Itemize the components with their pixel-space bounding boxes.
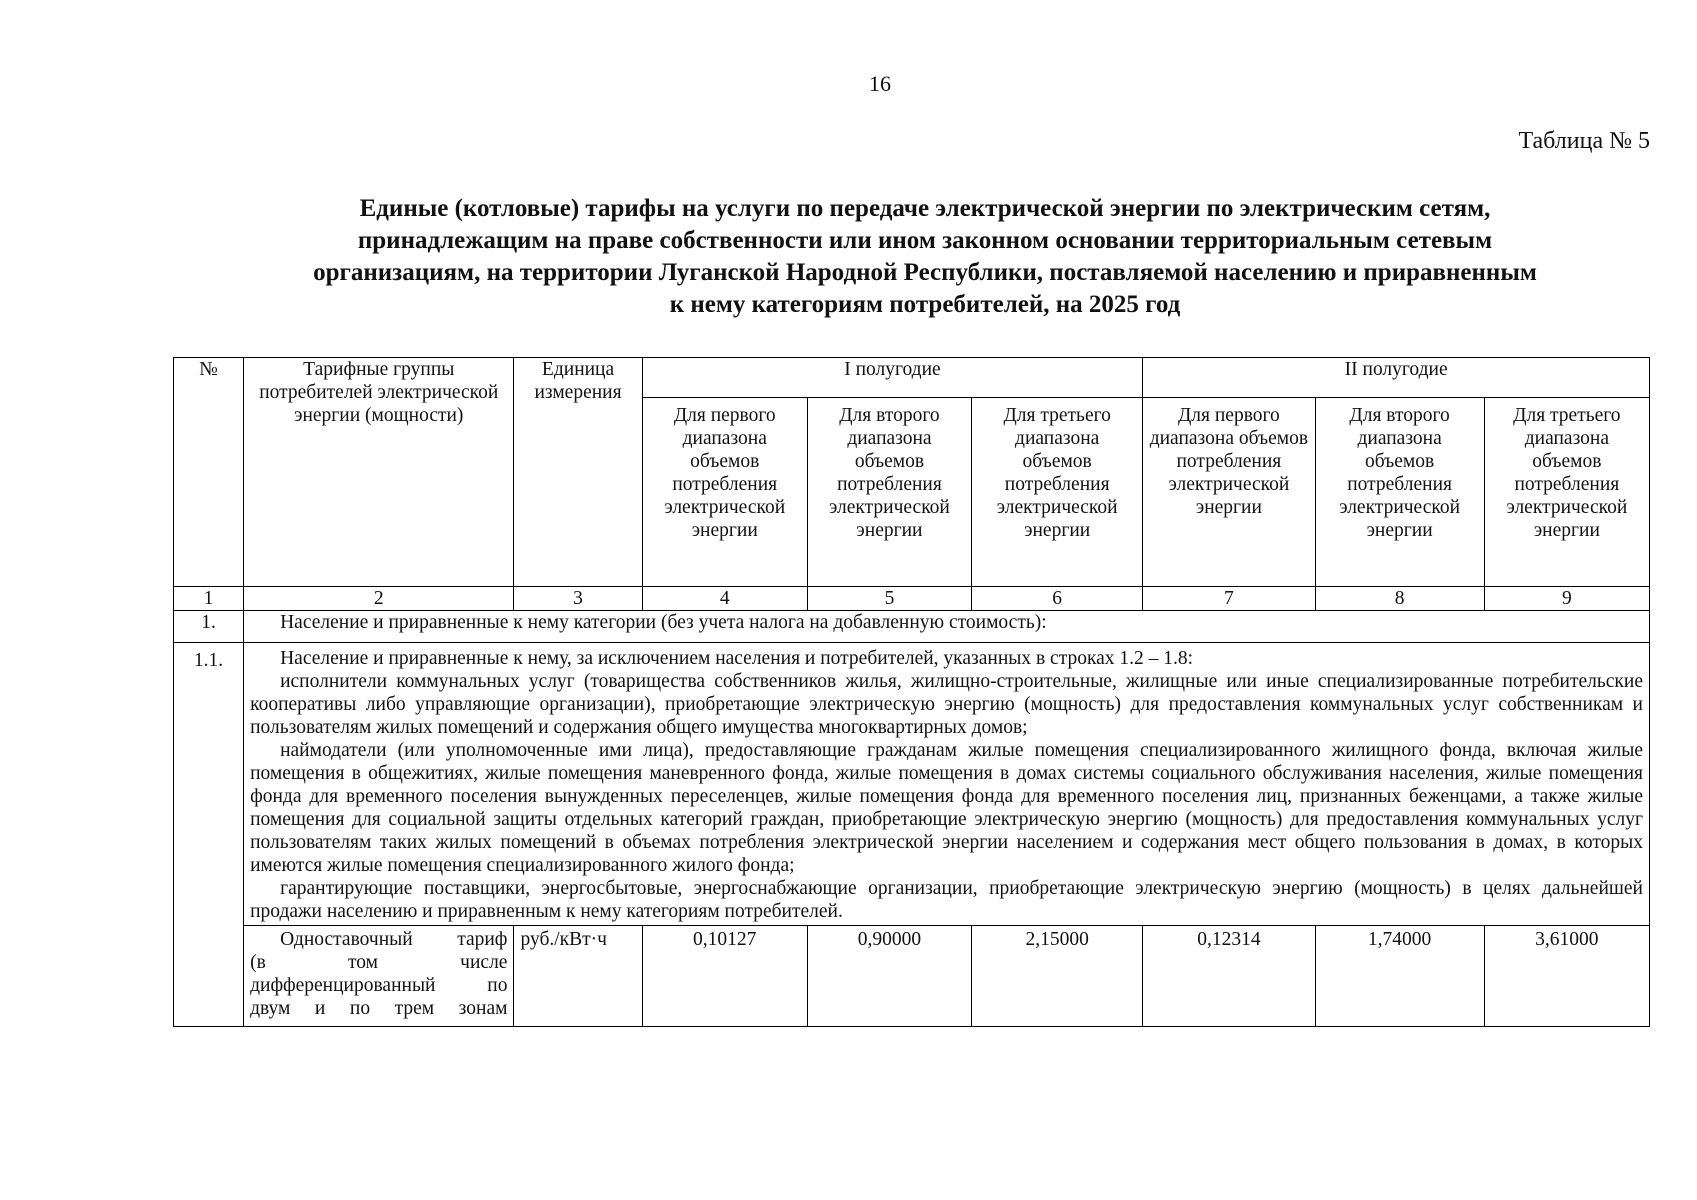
title-line: к нему категориям потребителей, на 2025 год: [669, 291, 1181, 318]
header-range-3: Для третьего диапазона объемов потребления электрической энергии: [1484, 398, 1649, 587]
section-paragraph: Население и приравненные к нему категории (без учета налога на добавленную стоимость):: [280, 612, 1047, 633]
header-num: №: [174, 358, 244, 587]
header-range-1: Для первого диапазона объемов потребления электрической энергии: [1143, 398, 1315, 587]
title-line: принадлежащим на праве собственности или ином законном основании территориальным сетевым: [357, 227, 1493, 254]
section-paragraph: гарантирующие поставщики, энергосбытовые, энергоснабжающие организации, приобретающие электрическую энергию (мощность) в целях дальнейшей продажи населению и приравненным к нему категориям потребителей.: [250, 878, 1643, 922]
header-range-3: Для третьего диапазона объемов потребления электрической энергии: [972, 398, 1143, 587]
header-range-2: Для второго диапазона объемов потребления электрической энергии: [1315, 398, 1484, 587]
section-text: [244, 611, 1650, 643]
table-label: Таблица № 5: [1518, 128, 1650, 154]
section-number: 1.: [174, 611, 244, 643]
tariff-value: 2,15000: [972, 926, 1143, 1027]
section-paragraph: наймодатели (или уполномоченные ими лица), предоставляющие гражданам жилые помещения специализированного жилищного фонда, включая жилые помещения в общежитиях, жилые помещения маневренного фонда, жилые помещения в домах системы социального обслуживания населения, жилые помещения фонда для временного поселения вынужденных переселенцев, жилые помещения фонда для временного поселения лиц, признанных беженцами, а также жилые помещения для социальной защиты отдельных категорий граждан, приобретающие электрическую энергию (мощность) для предоставления коммунальных услуг пользователям таких жилых помещений в объемах потребления электрической энергии населением и содержания мест общего пользования в домах, в которых имеются жилые помещения специализированного жилого фонда;: [250, 740, 1643, 876]
tariff-name: [244, 926, 514, 1027]
section-row-1-1: [174, 643, 1650, 926]
tariff-table: [173, 357, 1650, 1027]
header-range-2: Для второго диапазона объемов потребления электрической энергии: [807, 398, 971, 587]
header-groups: Тарифные группы потребителей электрической энергии (мощности): [244, 358, 514, 587]
header-half-1: I полугодие: [642, 358, 1143, 398]
header-row-1: [174, 358, 1650, 398]
tariff-value: 3,61000: [1484, 926, 1649, 1027]
tariff-value: 0,10127: [642, 926, 807, 1027]
column-number: 5: [807, 587, 971, 611]
tariff-name-line: двум и по трем зонам: [250, 998, 508, 1019]
column-number-row: [174, 587, 1650, 611]
tariff-row: [174, 926, 1650, 1027]
column-number: 6: [972, 587, 1143, 611]
title-line: организациям, на территории Луганской Народной Республики, поставляемой населению и приравненным: [313, 259, 1537, 286]
section-paragraph: исполнители коммунальных услуг (товарищества собственников жилья, жилищно-строительные, жилищные или иные специализированные потребительские кооперативы либо управляющие организации), приобретающие электрическую энергию (мощность) для предоставления коммунальных услуг собственникам и пользователям жилых помещений и содержания общего имущества многоквартирных домов;: [250, 671, 1643, 738]
section-number: 1.1.: [174, 643, 244, 1027]
tariff-value: 0,12314: [1143, 926, 1315, 1027]
column-number: 4: [642, 587, 807, 611]
tariff-name-line: дифференцированный по: [250, 975, 508, 996]
column-number: 1: [174, 587, 244, 611]
header-range-1: Для первого диапазона объемов потребления электрической энергии: [642, 398, 807, 587]
tariff-name-line: (в том числе: [250, 952, 508, 973]
header-half-2: II полугодие: [1143, 358, 1650, 398]
column-number: 9: [1484, 587, 1649, 611]
tariff-value: 1,74000: [1315, 926, 1484, 1027]
tariff-unit: руб./кВт·ч: [514, 926, 642, 1027]
section-row-1: [174, 611, 1650, 643]
tariff-value: 0,90000: [807, 926, 971, 1027]
header-unit: Единица измерения: [514, 358, 642, 587]
section-text: [244, 643, 1650, 926]
section-paragraph: Население и приравненные к нему, за исключением населения и потребителей, указанных в строках 1.2 – 1.8:: [280, 648, 1194, 669]
column-number: 2: [244, 587, 514, 611]
tariff-name-line: Одноставочный тариф: [280, 929, 508, 950]
column-number: 7: [1143, 587, 1315, 611]
column-number: 3: [514, 587, 642, 611]
page-number: 16: [869, 71, 891, 96]
title-line: Единые (котловые) тарифы на услуги по передаче электрической энергии по электрическим сетям,: [359, 195, 1491, 222]
column-number: 8: [1315, 587, 1484, 611]
document-title: [175, 193, 1675, 321]
